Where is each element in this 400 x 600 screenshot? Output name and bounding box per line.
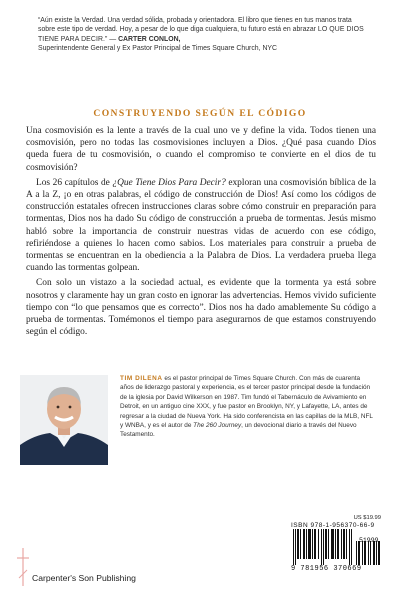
price-label: US $19.99 [353, 515, 381, 521]
barcode-block [291, 515, 385, 573]
addon-digits: 51999 [359, 537, 379, 544]
quote-dash: ” — [105, 35, 117, 43]
paragraph-2 [26, 177, 376, 275]
barcode [291, 529, 385, 565]
author-portrait-icon [20, 375, 108, 465]
quote-role: Superintendente General y Ex Pastor Principal de Times Square Church, NYC [38, 44, 277, 52]
bio-book-title: The 260 Journey [193, 422, 242, 430]
quote-text: “Aún existe la Verdad. Una verdad sólida, probada y orientadora. El libro que tienes en tus manos trata sobre este tipo de verdad. Hoy, a pesar de lo que diga cualquiera, tu futuro está en abrazar [38, 17, 352, 34]
endorsement-quote [38, 16, 370, 53]
quote-author: CARTER CONLON, [118, 35, 181, 43]
publisher [16, 548, 136, 586]
paragraph-3: Con solo un vistazo a la sociedad actual, es evidente que la tormenta ya está sobre nosotros y claramente hay un gran costo en ignorar las advertencias. Hemos vivido suficiente tiempo con “lo que pensamos que es correcto”. Dios nos ha dado amablemente Su código a prueba de tormentas. Tomémonos el tiempo para asegurarnos de que estamos construyendo según el código. [26, 278, 376, 338]
paragraph-2-start: Los 26 capítulos de [36, 177, 113, 188]
bio-text-1: es el pastor principal de Times Square Church. Con más de cuarenta años de liderazgo pastoral y experiencia, es el tercer pastor principal desde la fundación de la iglesia por David Wilkerson en 1987. Tim fundó el Tabernáculo de Avivamiento en Detroit, en un antiguo cine XXX, y fue pastor en Brooklyn, NY, y Lafayette, LA, antes de regresar a la ciudad de Nueva York. Ha sido conferencista en las capillas de la MLB, NFL y WNBA, y es el autor de [120, 375, 373, 430]
publisher-logo-icon [16, 548, 30, 586]
quote-emphasis: LO QUE DIOS TIENE PARA DECIR. [38, 26, 364, 43]
book-title: ¿Que Tiene Dios Para Decir? [112, 177, 226, 188]
author-name: TIM DILENA [120, 375, 163, 382]
paragraph-2-rest: exploran una cosmovisión bíblica de la A a la Z, ¡o en otras palabras, el código de construcción de Dios! Así como los códigos de construcción estatales ofrecen instrucciones claras sobre cómo construir en preparación para tormentas, Dios nos ha dado Su código de construcción a prueba de tormentas. Jesús mismo habló sobre la importancia de construir nuestras vidas de acuerdo con ese código, refiriéndose a quienes lo hacen como sabios. Los materiales para construir a prueba de tormentas se encuentran en la obediencia a la Palabra de Dios. La verdadera prueba llega cuando las tormentas golpean. [26, 177, 376, 274]
barcode-right-digits: 370669 [333, 565, 362, 573]
barcode-lead-digit: 9 [291, 565, 296, 573]
publisher-name: Carpenter's Son Publishing [32, 573, 136, 583]
barcode-left-digits: 781956 [300, 565, 329, 573]
paragraph-1: Una cosmovisión es la lente a través de la cual uno ve y define la vida. Todos tienen una cosmovisión, pero no todas las cosmovisiones incluyen a Dios. ¿Qué pasa cuando Dios queda fuera de tu cosmovisión, o cuando el compromiso te convierte en el dios de tu cosmovisión? [26, 126, 376, 173]
isbn-label: ISBN 978-1-956370-66-9 [291, 522, 375, 529]
description-body [26, 125, 376, 339]
barcode-digits [291, 565, 385, 573]
section-title: CONSTRUYENDO SEGÚN EL CÓDIGO [93, 108, 307, 119]
author-bio [120, 374, 375, 440]
bio-text-2: , un devocional diario a través del Nuevo Testamento. [120, 422, 357, 439]
author-photo [20, 375, 108, 465]
ean-barcode-icon [291, 529, 355, 565]
